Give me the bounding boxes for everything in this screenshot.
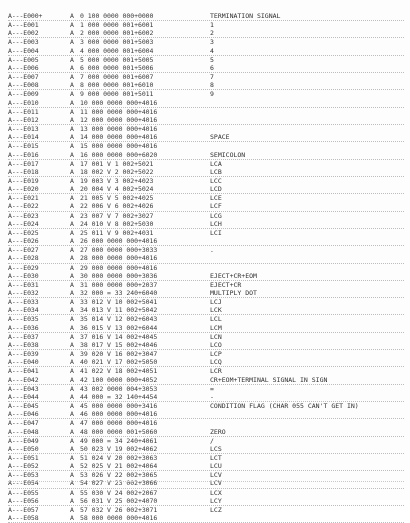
row-label: A---E036 [8, 323, 39, 332]
listing-row [8, 142, 404, 150]
row-op: A [70, 350, 74, 359]
row-comment: 4 [210, 46, 214, 55]
row-label: A---E000+ [8, 12, 43, 20]
listing-row [8, 116, 404, 125]
row-comment: LCI [210, 228, 222, 237]
row-op: A [70, 384, 74, 393]
row-comment: LCC [210, 176, 222, 185]
row-comment: LCZ [210, 505, 222, 514]
row-comment: LCD [210, 185, 222, 194]
row-op: A [70, 167, 74, 176]
row-code: 33 012 V 10 002+5041 [80, 298, 158, 307]
row-op: A [70, 246, 74, 255]
listing-row [8, 168, 404, 177]
listing-row [8, 428, 404, 437]
row-code: 9 000 0000 001+5011 [80, 90, 154, 99]
row-label: A---E049 [8, 436, 39, 445]
row-code: 48 000 0000 001+5060 [80, 427, 158, 436]
row-comment: 1 [210, 21, 214, 30]
listing-row [8, 194, 404, 202]
row-label: A---E027 [8, 246, 39, 255]
row-op: A [70, 471, 74, 480]
row-label: A---E003 [8, 38, 39, 47]
row-comment: 2 [210, 29, 214, 38]
row-op: A [70, 133, 74, 142]
row-code: 35 014 V 12 002+6043 [80, 315, 158, 324]
row-code: 0 100 0000 000+0000 [80, 12, 154, 20]
listing-row [8, 289, 404, 298]
row-op: A [70, 332, 74, 341]
row-label: A---E038 [8, 340, 39, 349]
row-label: A---E020 [8, 185, 39, 194]
row-label: A---E048 [8, 427, 39, 436]
row-comment: 9 [210, 90, 214, 99]
row-comment: 3 [210, 38, 214, 47]
row-label: A---E058 [8, 514, 39, 523]
row-label: A---E026 [8, 237, 39, 246]
row-code: 2 000 0000 001+6002 [80, 29, 154, 38]
row-code: 30 000 0000 000+3036 [80, 271, 158, 280]
row-op: A [70, 237, 74, 246]
row-op: A [70, 436, 74, 445]
listing-row [8, 202, 404, 211]
listing-row [8, 393, 404, 402]
row-label: A---E004 [8, 46, 39, 55]
row-code: 26 000 0000 000+4016 [80, 237, 158, 246]
row-op: A [70, 55, 74, 64]
row-op: A [70, 496, 74, 505]
row-label: A---E035 [8, 315, 39, 324]
row-op: A [70, 98, 74, 107]
listing-row [8, 264, 404, 272]
listing-row [8, 445, 404, 454]
listing-row [8, 108, 404, 116]
row-op: A [70, 488, 74, 497]
row-code: 36 015 V 13 002+6044 [80, 323, 158, 332]
row-op: A [70, 185, 74, 194]
row-op: A [70, 289, 74, 297]
row-code: 25 011 V 9 002+4031 [80, 228, 154, 237]
code-listing [8, 12, 404, 523]
row-label: A---E012 [8, 115, 39, 124]
row-code: 28 000 0000 000+4016 [80, 254, 158, 263]
row-label: A---E040 [8, 358, 39, 367]
row-comment: LCA [210, 159, 222, 168]
row-op: A [70, 63, 74, 72]
listing-row [8, 177, 404, 185]
row-comment: LCN [210, 332, 222, 341]
row-label: A---E005 [8, 55, 39, 64]
row-comment: . [210, 246, 214, 255]
row-op: A [70, 46, 74, 55]
row-code: 6 000 0000 001+5006 [80, 63, 154, 72]
listing-row [8, 462, 404, 471]
listing-row [8, 56, 404, 64]
listing-row [8, 185, 404, 194]
row-label: A---E044 [8, 392, 39, 401]
row-label: A---E021 [8, 194, 39, 203]
row-comment: LCL [210, 315, 222, 324]
row-code: 5 000 0000 001+5005 [80, 55, 154, 64]
row-comment: ZERO [210, 427, 226, 436]
listing-row [8, 506, 404, 514]
row-label: A---E009 [8, 90, 39, 99]
row-code: 37 016 V 14 002+4045 [80, 332, 158, 341]
row-code: 1 000 0000 001+6001 [80, 21, 154, 30]
row-op: A [70, 202, 74, 211]
row-code: 46 000 0000 000+4016 [80, 410, 158, 419]
row-label: A---E032 [8, 289, 39, 297]
listing-row [8, 281, 404, 289]
row-label: A---E018 [8, 167, 39, 176]
row-op: A [70, 323, 74, 332]
row-op: A [70, 254, 74, 263]
row-op: A [70, 419, 74, 428]
listing-row [8, 333, 404, 341]
row-label: A---E024 [8, 219, 39, 228]
row-label: A---E043 [8, 384, 39, 393]
row-label: A---E054 [8, 479, 39, 488]
row-op: A [70, 159, 74, 168]
row-label: A---E016 [8, 150, 39, 159]
row-code: 41 022 V 18 002+4051 [80, 367, 158, 376]
row-code: 20 004 V 4 002+5024 [80, 185, 154, 194]
listing-row [8, 220, 404, 229]
row-code: 43 002 0000 004+3053 [80, 384, 158, 393]
row-op: A [70, 142, 74, 151]
row-code: 50 023 V 19 002+4062 [80, 444, 158, 453]
row-label: A---E045 [8, 402, 39, 411]
row-op: A [70, 505, 74, 514]
row-op: A [70, 479, 74, 488]
row-op: A [70, 444, 74, 453]
row-label: A---E057 [8, 505, 39, 514]
row-comment: LCS [210, 444, 222, 453]
row-op: A [70, 392, 74, 401]
listing-row [8, 358, 404, 367]
row-label: A---E015 [8, 142, 39, 151]
row-code: 51 024 V 20 002+3063 [80, 453, 158, 462]
row-code: 39 020 V 16 002+3047 [80, 350, 158, 359]
listing-row [8, 298, 404, 306]
row-label: A---E041 [8, 367, 39, 376]
listing-row [8, 90, 404, 98]
bottom-divider [8, 481, 404, 482]
listing-row [8, 341, 404, 350]
row-comment: LCP [210, 350, 222, 359]
row-comment: LCF [210, 202, 222, 211]
row-comment: 8 [210, 81, 214, 90]
row-code: 32 000 = 33 240+6040 [80, 289, 158, 297]
row-comment: SEMICOLON [210, 150, 246, 159]
row-code: 54 027 V 23 002+3066 [80, 479, 158, 488]
row-code: 16 000 0000 000+6020 [80, 150, 158, 159]
listing-row [8, 367, 404, 375]
row-op: A [70, 462, 74, 471]
row-comment: LCH [210, 219, 222, 228]
row-code: 11 000 0000 000+4016 [80, 107, 158, 116]
listing-row [8, 133, 404, 142]
row-label: A---E030 [8, 271, 39, 280]
listing-row [8, 419, 404, 427]
row-comment: LCU [210, 462, 222, 471]
listing-row [8, 237, 404, 246]
listing-row [8, 306, 404, 315]
row-label: A---E028 [8, 254, 39, 263]
row-code: 13 000 0000 000+4016 [80, 125, 158, 134]
listing-row [8, 376, 404, 385]
row-code: 49 000 = 34 240+4061 [80, 436, 158, 445]
row-label: A---E001 [8, 21, 39, 30]
row-comment: EJECT+CR [210, 280, 242, 289]
row-op: A [70, 90, 74, 99]
listing-row [8, 324, 404, 333]
row-label: A---E007 [8, 73, 39, 82]
row-comment: LCJ [210, 298, 222, 307]
row-label: A---E008 [8, 81, 39, 90]
row-op: A [70, 263, 74, 272]
row-code: 44 000 = 32 140+4454 [80, 392, 158, 401]
row-code: 29 000 0000 000+4016 [80, 263, 158, 272]
row-op: A [70, 340, 74, 349]
row-op: A [70, 38, 74, 47]
row-code: 38 017 V 15 002+4046 [80, 340, 158, 349]
row-code: 10 000 0000 000+4016 [80, 98, 158, 107]
listing-row [8, 73, 404, 81]
listing-row [8, 514, 404, 523]
row-comment: 6 [210, 63, 214, 72]
listing-row [8, 454, 404, 462]
row-op: A [70, 219, 74, 228]
row-comment: LCX [210, 488, 222, 497]
listing-row [8, 151, 404, 160]
row-label: A---E031 [8, 280, 39, 289]
row-op: A [70, 150, 74, 159]
row-code: 15 000 0000 000+4016 [80, 142, 158, 151]
row-code: 34 013 V 11 002+5042 [80, 306, 158, 315]
row-op: A [70, 107, 74, 116]
listing-row [8, 385, 404, 393]
listing-row [8, 437, 404, 445]
row-op: A [70, 125, 74, 134]
row-op: A [70, 306, 74, 315]
row-code: 7 000 0000 001+6007 [80, 73, 154, 82]
row-comment: LCE [210, 194, 222, 203]
listing-row [8, 471, 404, 479]
listing-row [8, 212, 404, 220]
listing-row [8, 47, 404, 56]
listing-row [8, 21, 404, 29]
row-label: A---E010 [8, 98, 39, 107]
row-op: A [70, 29, 74, 38]
row-comment: LCV [210, 471, 222, 480]
row-code: 18 002 V 2 002+5022 [80, 167, 154, 176]
listing-row [8, 64, 404, 73]
row-label: A---E002 [8, 29, 39, 38]
row-code: 58 000 0000 000+4016 [80, 514, 158, 523]
row-code: 47 000 0000 000+4016 [80, 419, 158, 428]
row-code: 52 025 V 21 002+4064 [80, 462, 158, 471]
row-comment: LCY [210, 496, 222, 505]
row-comment: 7 [210, 73, 214, 82]
row-op: A [70, 73, 74, 82]
row-comment: LCO [210, 340, 222, 349]
row-label: A---E017 [8, 159, 39, 168]
listing-row [8, 246, 404, 254]
row-label: A---E013 [8, 125, 39, 134]
row-label: A---E053 [8, 471, 39, 480]
row-label: A---E014 [8, 133, 39, 142]
row-comment: EJECT+CR+EOM [210, 271, 257, 280]
row-code: 21 005 V 5 002+4025 [80, 194, 154, 203]
listing-row [8, 497, 404, 506]
row-label: A---E033 [8, 298, 39, 307]
row-code: 57 032 V 26 002+3071 [80, 505, 158, 514]
row-label: A---E011 [8, 107, 39, 116]
row-comment: LCM [210, 323, 222, 332]
row-comment: TERMINATION SIGNAL [210, 12, 281, 20]
row-label: A---E052 [8, 462, 39, 471]
row-label: A---E042 [8, 375, 39, 384]
listing-row [8, 315, 404, 323]
row-comment: 5 [210, 55, 214, 64]
listing-row [8, 38, 404, 46]
row-label: A---E046 [8, 410, 39, 419]
row-code: 12 000 0000 000+4016 [80, 115, 158, 124]
row-code: 19 003 V 3 002+4023 [80, 176, 154, 185]
row-op: A [70, 12, 74, 20]
row-op: A [70, 453, 74, 462]
row-comment: LCT [210, 453, 222, 462]
listing-row [8, 81, 404, 90]
row-comment: SPACE [210, 133, 230, 142]
row-comment: LCB [210, 167, 222, 176]
row-comment: LCR [210, 367, 222, 376]
row-op: A [70, 211, 74, 220]
listing-row [8, 99, 404, 108]
row-op: A [70, 402, 74, 411]
row-op: A [70, 115, 74, 124]
row-label: A---E037 [8, 332, 39, 341]
row-code: 31 000 0000 000+2037 [80, 280, 158, 289]
row-label: A---E056 [8, 496, 39, 505]
row-label: A---E019 [8, 176, 39, 185]
row-comment: / [210, 436, 214, 445]
listing-row [8, 410, 404, 419]
listing-row [8, 489, 404, 497]
row-label: A---E025 [8, 228, 39, 237]
listing-row [8, 229, 404, 237]
row-code: 24 010 V 8 002+5030 [80, 219, 154, 228]
row-op: A [70, 298, 74, 307]
row-op: A [70, 375, 74, 384]
row-code: 27 000 0000 000+3033 [80, 246, 158, 255]
row-op: A [70, 410, 74, 419]
row-code: 3 000 0000 001+5003 [80, 38, 154, 47]
row-label: A---E029 [8, 263, 39, 272]
row-comment: - [210, 392, 214, 401]
row-op: A [70, 358, 74, 367]
row-comment: LCV [210, 479, 222, 488]
row-op: A [70, 228, 74, 237]
listing-row [8, 272, 404, 281]
listing-row [8, 402, 404, 410]
row-code: 56 031 V 25 002+4070 [80, 496, 158, 505]
row-label: A---E023 [8, 211, 39, 220]
row-code: 40 021 V 17 002+5050 [80, 358, 158, 367]
row-code: 55 030 V 24 002+2067 [80, 488, 158, 497]
row-label: A---E050 [8, 444, 39, 453]
row-label: A---E034 [8, 306, 39, 315]
row-code: 45 000 0000 000+3416 [80, 402, 158, 411]
row-op: A [70, 21, 74, 30]
row-op: A [70, 194, 74, 203]
row-comment: CONDITION FLAG (CHAR 055 CAN'T GET IN) [210, 402, 359, 411]
row-comment: CR+EOM+TERMINAL SIGNAL IN SIGN [210, 375, 328, 384]
row-comment: MULTIPLY DOT [210, 289, 257, 297]
row-comment: LCQ [210, 358, 222, 367]
row-comment: LCG [210, 211, 222, 220]
row-code: 4 000 0000 001+6004 [80, 46, 154, 55]
row-comment: LCK [210, 306, 222, 315]
row-label: A---E047 [8, 419, 39, 428]
row-label: A---E055 [8, 488, 39, 497]
listing-row [8, 254, 404, 263]
row-code: 17 001 V 1 002+5021 [80, 159, 154, 168]
listing-row [8, 350, 404, 358]
row-op: A [70, 81, 74, 90]
row-code: 22 006 V 6 002+4026 [80, 202, 154, 211]
row-op: A [70, 367, 74, 376]
listing-row [8, 160, 404, 168]
listing-row [8, 29, 404, 38]
row-comment: = [210, 384, 214, 393]
row-op: A [70, 427, 74, 436]
row-code: 23 007 V 7 002+3027 [80, 211, 154, 220]
listing-row [8, 125, 404, 133]
row-code: 8 000 0000 001+6010 [80, 81, 154, 90]
row-label: A---E006 [8, 63, 39, 72]
row-op: A [70, 271, 74, 280]
row-code: 53 026 V 22 002+3065 [80, 471, 158, 480]
row-label: A---E039 [8, 350, 39, 359]
row-code: 42 100 0000 000+4052 [80, 375, 158, 384]
row-op: A [70, 315, 74, 324]
listing-row [8, 12, 404, 21]
row-op: A [70, 176, 74, 185]
row-code: 14 000 0000 000+4016 [80, 133, 158, 142]
row-op: A [70, 514, 74, 523]
row-label: A---E022 [8, 202, 39, 211]
row-label: A---E051 [8, 453, 39, 462]
row-op: A [70, 280, 74, 289]
